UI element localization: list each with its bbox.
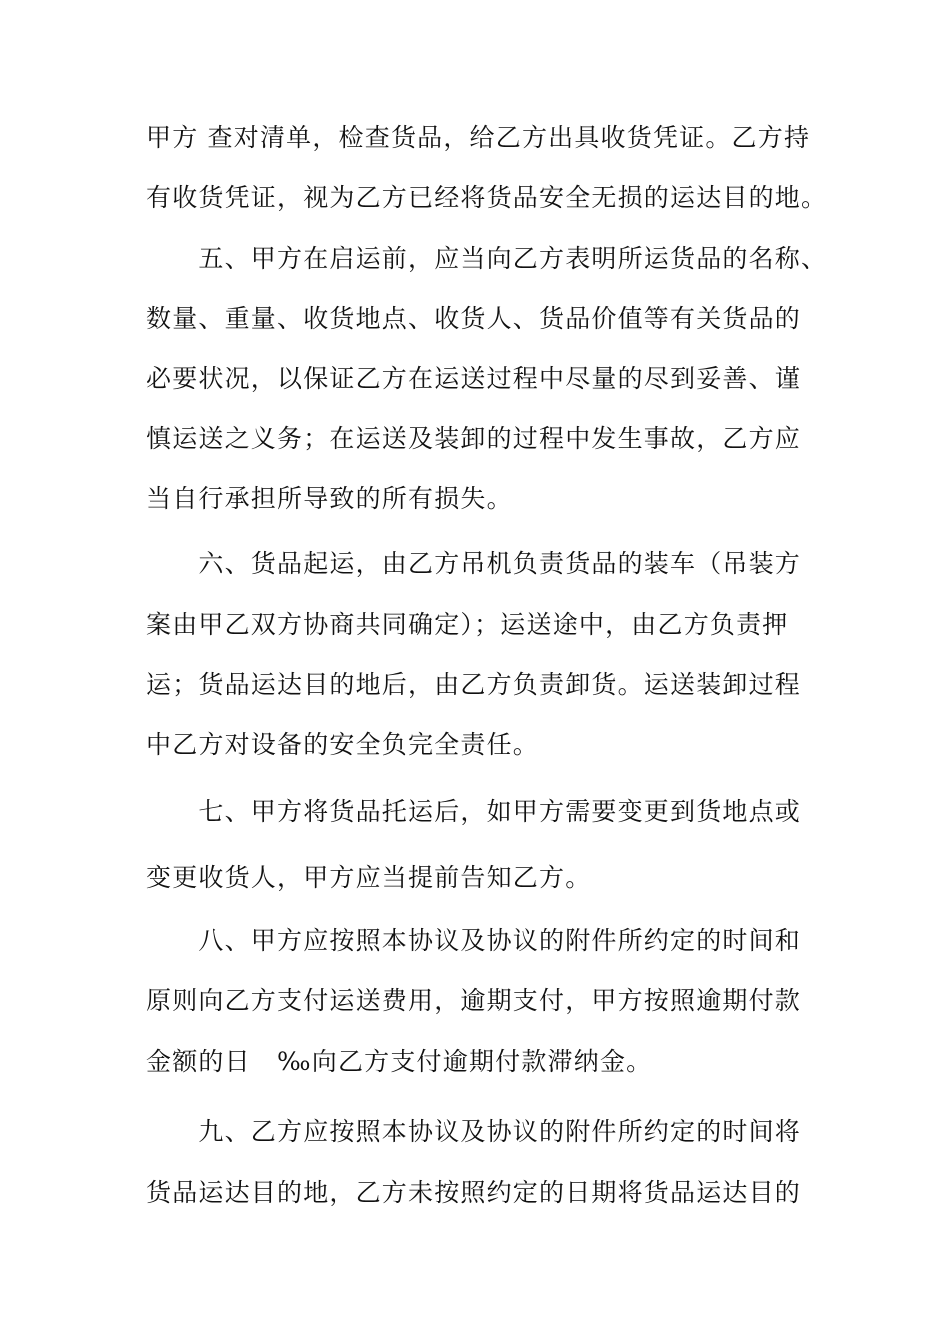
text-line: 五、甲方在启运前，应当向乙方表明所运货品的名称、	[146, 244, 828, 273]
text-line: 九、乙方应按照本协议及协议的附件所约定的时间将	[146, 1117, 802, 1146]
text-line: 金额的日 ‰向乙方支付逾期付款滞纳金。	[146, 1047, 653, 1076]
text-line: 当自行承担所导致的所有损失。	[146, 484, 513, 513]
text-line: 八、甲方应按照本协议及协议的附件所约定的时间和	[146, 926, 802, 955]
text-line: 必要状况，以保证乙方在运送过程中尽量的尽到妥善、谨	[146, 364, 802, 393]
text-line: 运；货品运达目的地后，由乙方负责卸货。运送装卸过程	[146, 670, 802, 699]
text-line: 变更收货人，甲方应当提前告知乙方。	[146, 863, 592, 892]
text-line: 甲方 查对清单，检查货品，给乙方出具收货凭证。乙方持	[146, 123, 811, 152]
text-line: 案由甲乙双方协商共同确定）；运送途中，由乙方负责押	[146, 610, 789, 639]
text-line: 货品运达目的地，乙方未按照约定的日期将货品运达目的	[146, 1178, 802, 1207]
text-line: 原则向乙方支付运送费用，逾期支付，甲方按照逾期付款	[146, 986, 802, 1015]
text-line: 有收货凭证，视为乙方已经将货品安全无损的运达目的地。	[146, 183, 828, 212]
text-line: 七、甲方将货品托运后，如甲方需要变更到货地点或	[146, 797, 802, 826]
text-line: 中乙方对设备的安全负完全责任。	[146, 730, 540, 759]
text-line: 慎运送之义务；在运送及装卸的过程中发生事故，乙方应	[146, 424, 802, 453]
text-line: 六、货品起运，由乙方吊机负责货品的装车（吊装方	[146, 549, 802, 578]
text-line: 数量、重量、收货地点、收货人、货品价值等有关货品的	[146, 304, 802, 333]
